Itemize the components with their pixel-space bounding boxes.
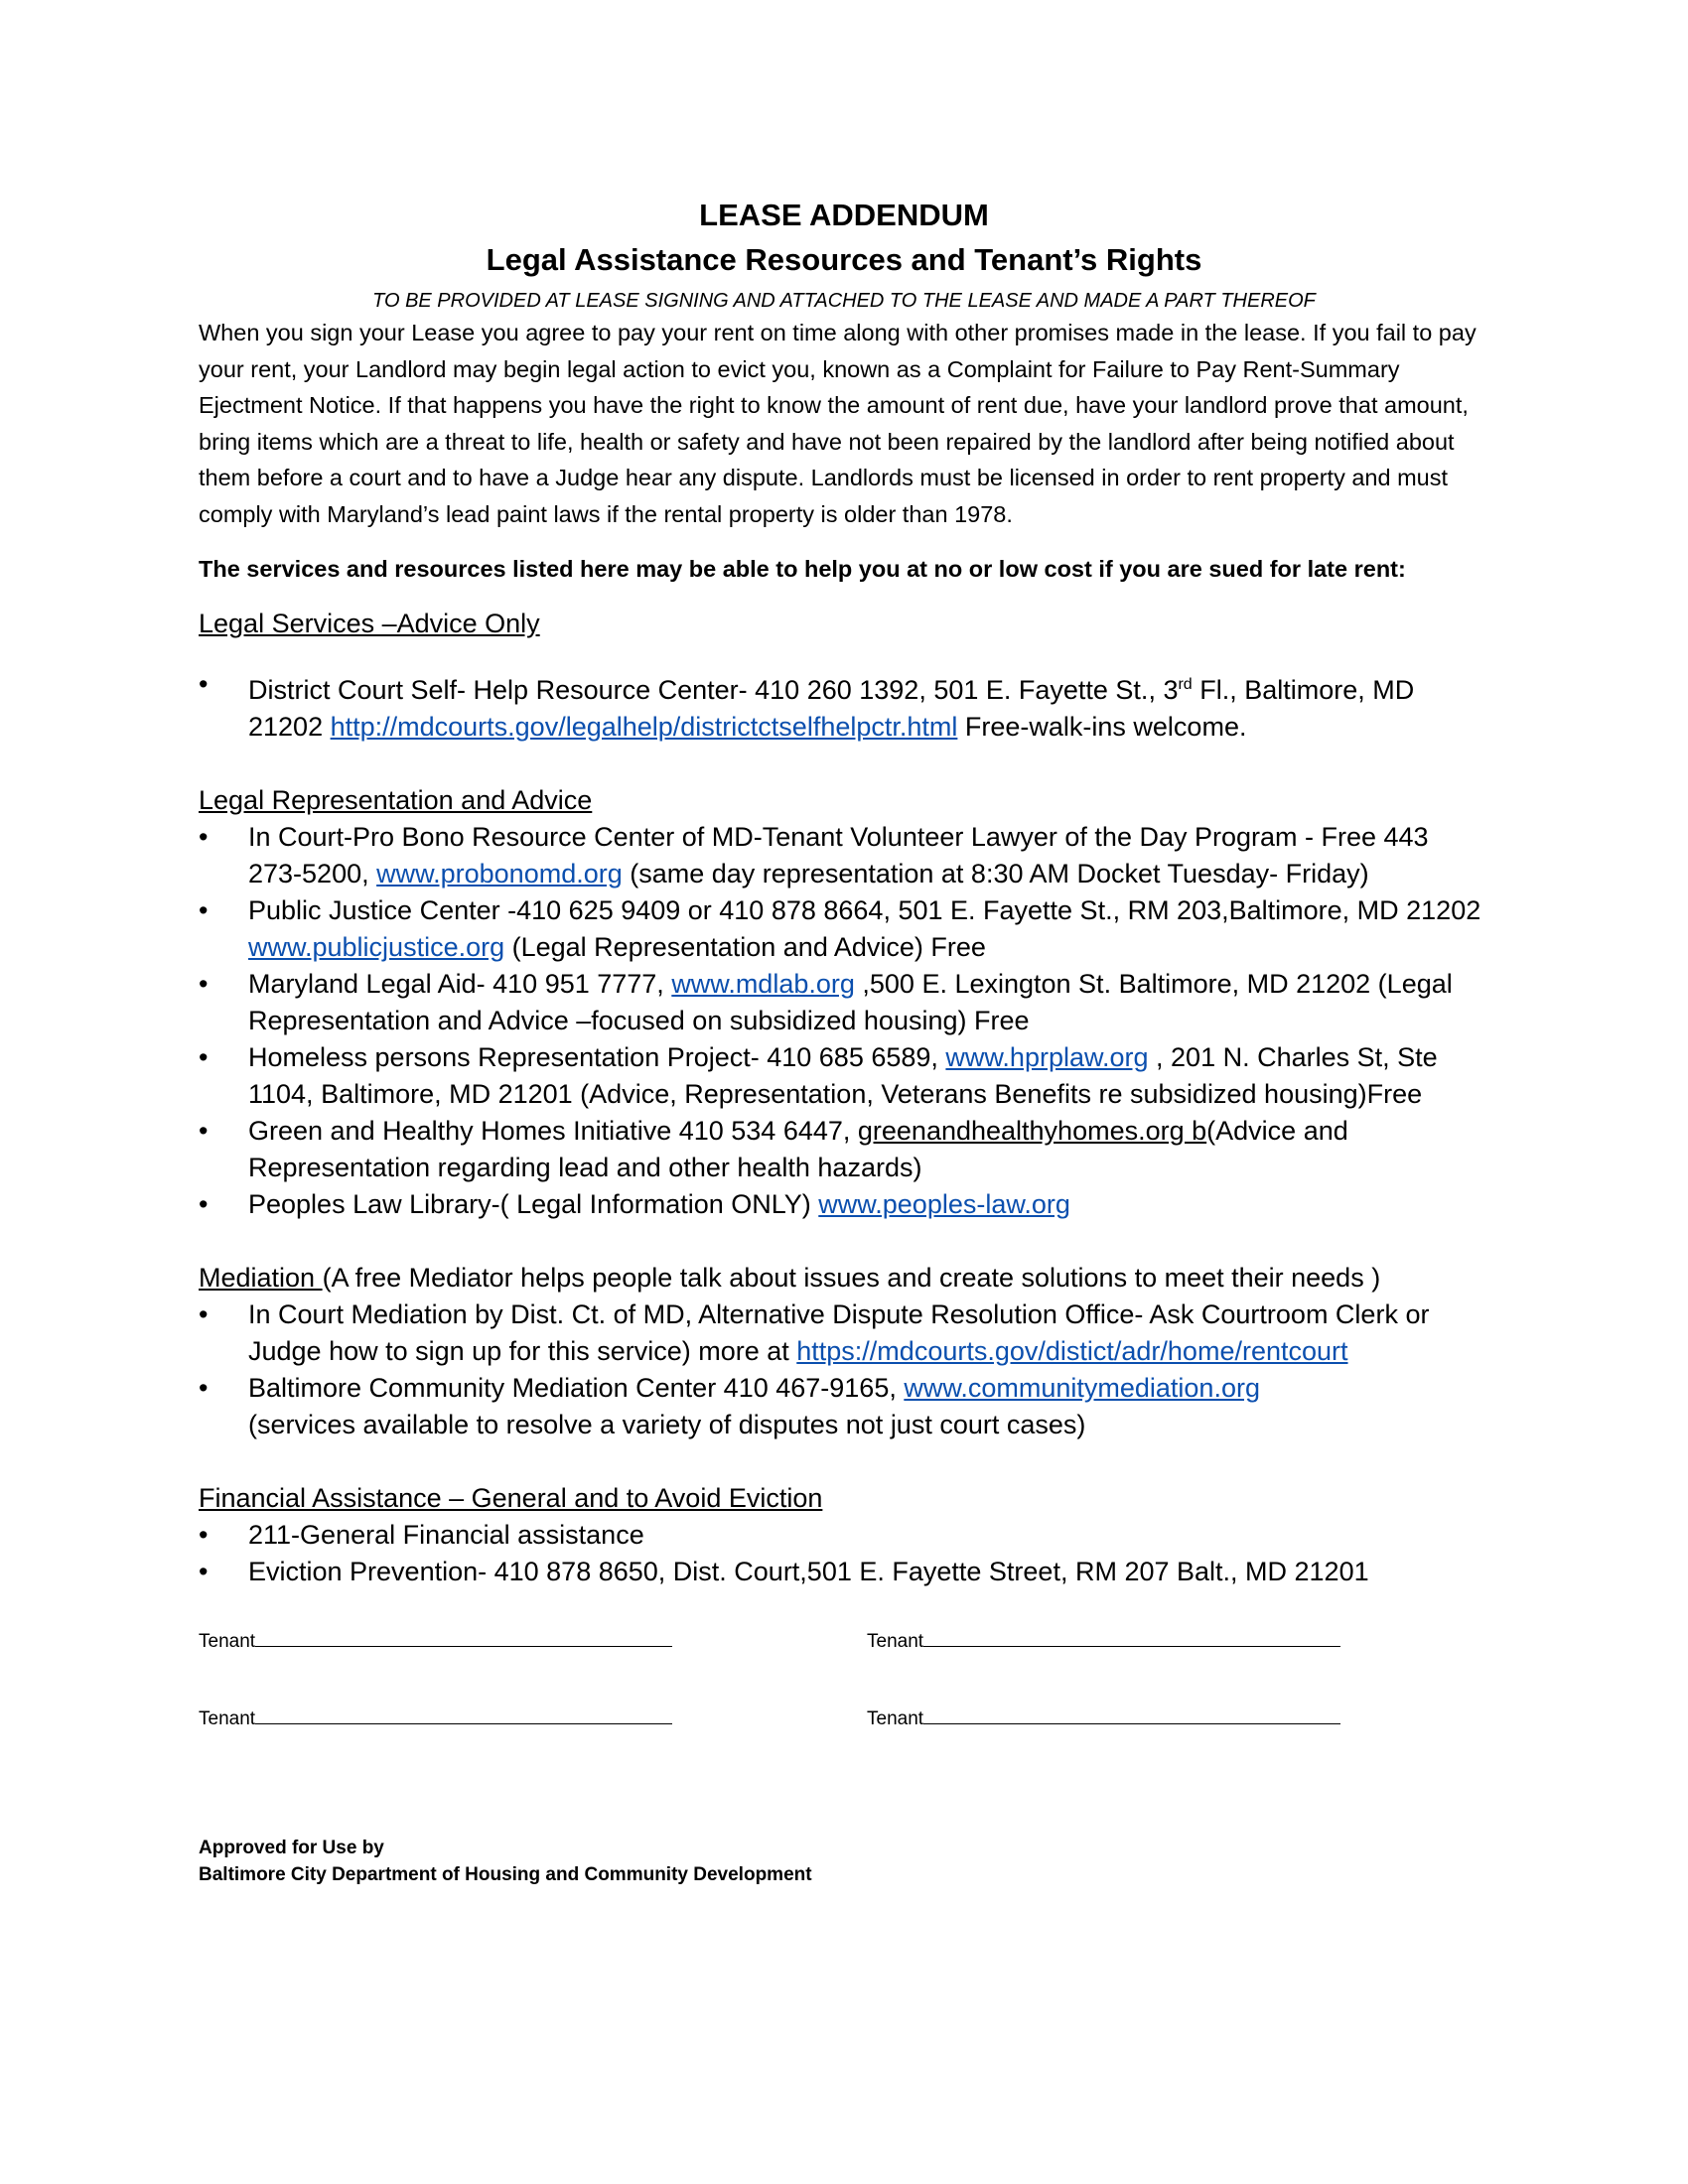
item-text: Fl., Baltimore, MD 21202 [248,675,1415,742]
item-text: Peoples Law Library-( Legal Information ONLY) [248,1189,819,1219]
intro-paragraph: When you sign your Lease you agree to pay your rent on time along with other promises made in the lease. If you fail to pay your rent, your Landlord may begin legal action to evict you, known as a Complaint for Failure to Pay Rent-Summary Ejectment Notice. If that happens you have the right to know the amount of rent due, have your landlord prove that amount, bring items which are a threat to life, health or safety and have not been repaired by the landlord after being notified about them before a court and to have a Judge hear any dispute. Landlords must be licensed in order to rent property and must comply with Maryland’s lead paint laws if the rental property is older than 1978. [199,320,1477,527]
item-text: (services available to resolve a variety of disputes not just court cases) [248,1410,1086,1439]
signature-line [923,1628,1340,1647]
green-healthy-homes-link[interactable]: greenandhealthyhomes.org b [857,1116,1207,1146]
section-heading-mediation-row [199,1260,1489,1297]
bullet-icon: • [199,969,209,999]
item-text: Public Justice Center -410 625 9409 or 410 878 8664, 501 E. Fayette St., RM 203,Baltimore, MD 21202 [248,895,1481,925]
bullet-icon: • [199,1189,209,1219]
signature-line [923,1706,1340,1724]
tenant-label: Tenant [867,1631,924,1652]
item-text: In Court Mediation by Dist. Ct. of MD, Alternative Dispute Resolution Office- Ask Courtroom Clerk or Judge how to sign up for this service) more at [248,1299,1430,1366]
item-text: ,500 E. Lexington St. Baltimore, MD 21202 (Legal Representation and Advice –focused on subsidized housing) Free [248,969,1453,1035]
list-item [199,1113,1489,1186]
community-mediation-link[interactable]: www.communitymediation.org [904,1373,1260,1403]
signature-row [199,1628,1489,1658]
bullet-icon: • [199,1520,209,1550]
section-heading-financial: Financial Assistance – General and to Avoid Eviction [199,1483,823,1513]
item-text: (same day representation at 8:30 AM Docket Tuesday- Friday) [622,859,1369,888]
list-item [199,1186,1489,1223]
section-heading-representation: Legal Representation and Advice [199,785,593,815]
lease-addendum-page [199,194,1489,1888]
bullet-icon: • [199,1042,209,1072]
list-item [199,892,1489,966]
list-item [199,666,1489,746]
item-text: Baltimore Community Mediation Center 410 467-9165, [248,1373,905,1403]
document-instruction: TO BE PROVIDED AT LEASE SIGNING AND ATTACHED TO THE LEASE AND MADE A PART THEREOF [372,290,1316,312]
tenant-signature-3[interactable] [199,1706,672,1730]
section-heading-advice: Legal Services –Advice Only [199,609,540,638]
bullet-icon: • [199,1373,209,1403]
document-subtitle: Legal Assistance Resources and Tenant’s Rights [486,242,1202,277]
list-item [199,1370,1489,1443]
representation-list [199,819,1489,1223]
tenant-label: Tenant [867,1708,924,1729]
item-text: , 201 N. Charles St, Ste 1104, Baltimore, MD 21201 (Advice, Representation, Veterans Benefits re subsidized housing)Free [248,1042,1438,1109]
approval-line-2: Baltimore City Department of Housing and Community Development [199,1864,812,1885]
list-item [199,819,1489,892]
item-text: In Court-Pro Bono Resource Center of MD-Tenant Volunteer Lawyer of the Day Program - Free 443 273-5200, [248,822,1429,888]
financial-list [199,1517,1489,1590]
services-note: The services and resources listed here may be able to help you at no or low cost if you are sued for late rent: [199,556,1406,582]
advice-list [199,666,1489,746]
item-text: Green and Healthy Homes Initiative 410 534 6447, [248,1116,858,1146]
hprplaw-link[interactable]: www.hprplaw.org [945,1042,1149,1072]
item-text: Free-walk-ins welcome. [957,712,1247,742]
item-text: District Court Self- Help Resource Center- 410 260 1392, 501 E. Fayette St., 3 [248,675,1179,705]
self-help-center-link[interactable]: http://mdcourts.gov/legalhelp/districtctselfhelpctr.html [330,712,958,742]
item-text: (Advice and Representation regarding lead and other health hazards) [248,1116,1348,1182]
signature-row [199,1706,1489,1735]
tenant-signature-1[interactable] [199,1628,672,1653]
section-heading-mediation: Mediation [199,1263,323,1293]
item-text: Eviction Prevention- 410 878 8650, Dist. Court,501 E. Fayette Street, RM 207 Balt., MD 21201 [248,1557,1369,1586]
approval-block [199,1835,1489,1888]
court-mediation-link[interactable]: https://mdcourts.gov/distict/adr/home/rentcourt [796,1336,1348,1366]
item-text: (Legal Representation and Advice) Free [504,932,986,962]
list-item [199,966,1489,1039]
signature-line [255,1628,672,1647]
approval-line-1: Approved for Use by [199,1838,384,1858]
document-title: LEASE ADDENDUM [699,198,989,232]
bullet-icon: • [199,669,209,699]
bullet-icon: • [199,895,209,925]
bullet-icon: • [199,1557,209,1586]
item-superscript: rd [1178,676,1193,693]
list-item [199,1039,1489,1113]
peoples-law-link[interactable]: www.peoples-law.org [818,1189,1070,1219]
mediation-heading-note: (A free Mediator helps people talk about issues and create solutions to meet their needs ) [322,1263,1381,1293]
tenant-label: Tenant [199,1708,256,1729]
bullet-icon: • [199,1299,209,1329]
tenant-signature-2[interactable] [867,1628,1340,1653]
public-justice-link[interactable]: www.publicjustice.org [248,932,505,962]
item-text: Homeless persons Representation Project- 410 685 6589, [248,1042,946,1072]
bullet-icon: • [199,822,209,852]
item-text: Maryland Legal Aid- 410 951 7777, [248,969,672,999]
mediation-list [199,1297,1489,1443]
list-item [199,1297,1489,1370]
tenant-signature-4[interactable] [867,1706,1340,1730]
mdlab-link[interactable]: www.mdlab.org [671,969,855,999]
item-text: 211-General Financial assistance [248,1520,644,1550]
bullet-icon: • [199,1116,209,1146]
tenant-label: Tenant [199,1631,256,1652]
signature-line [255,1706,672,1724]
probono-link[interactable]: www.probonomd.org [376,859,623,888]
list-item [199,1517,1489,1554]
list-item [199,1554,1489,1590]
